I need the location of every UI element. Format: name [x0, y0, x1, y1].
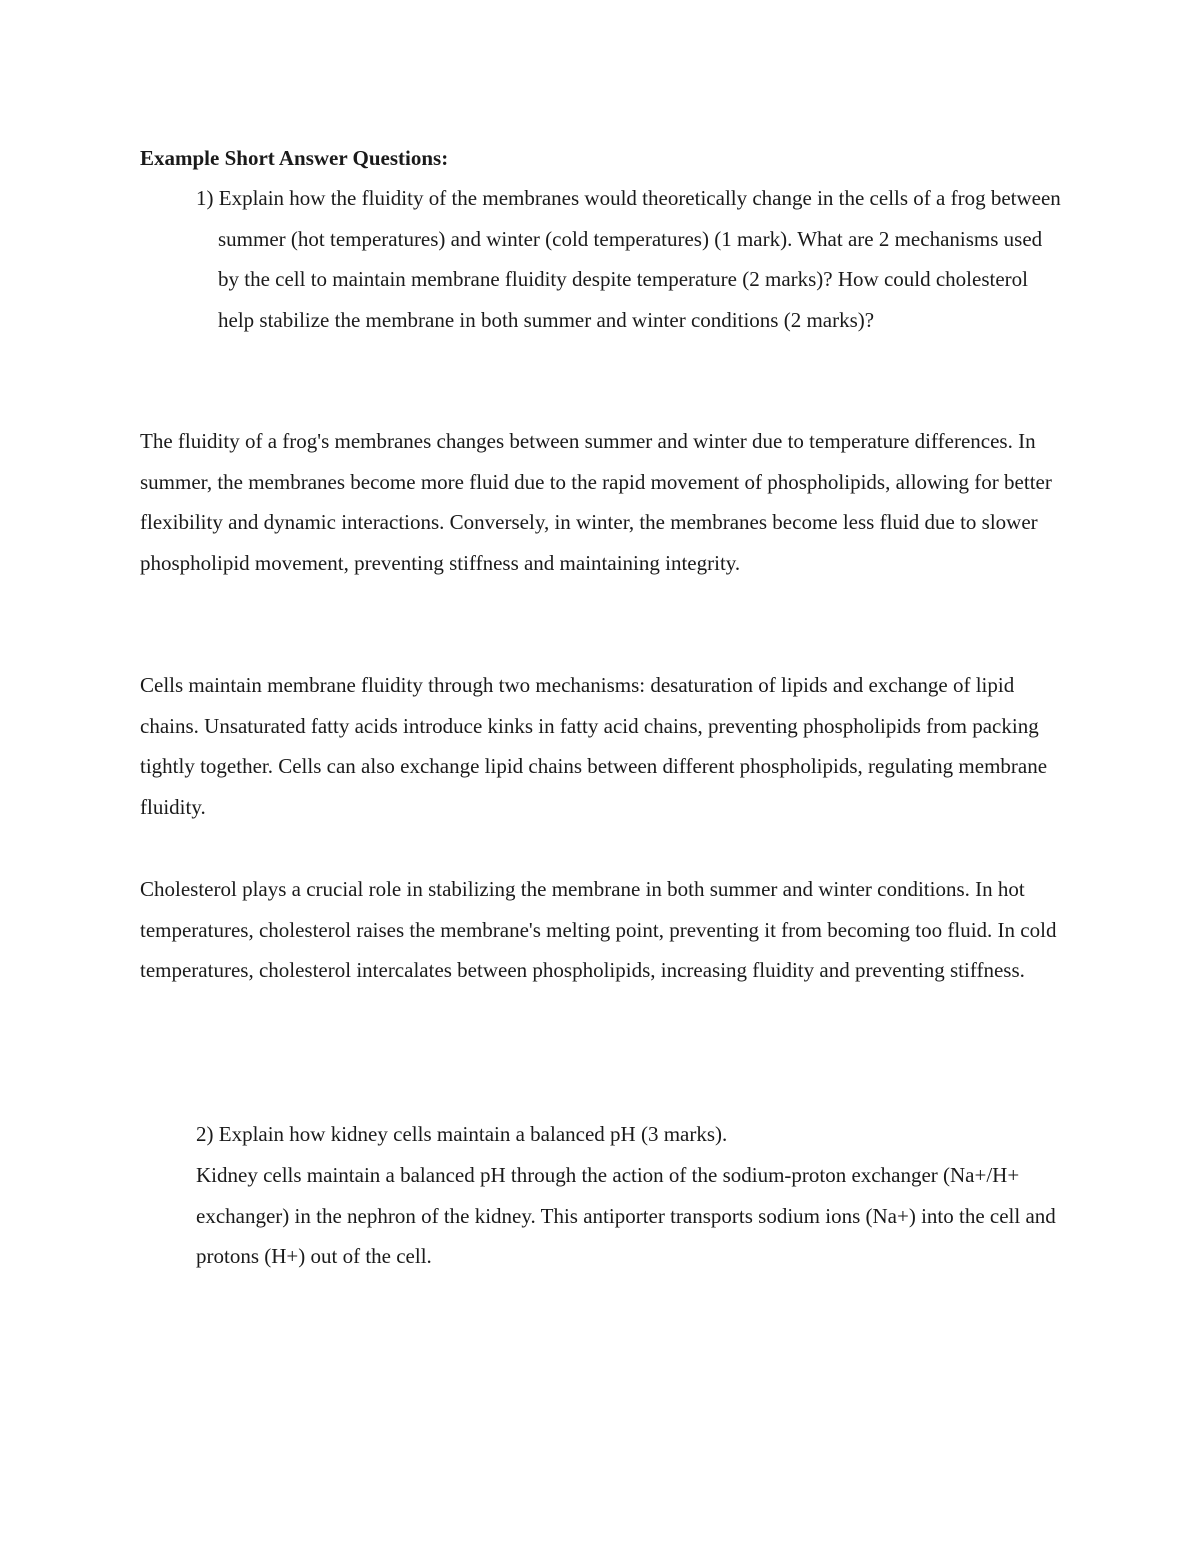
answer-1-paragraph-cholesterol: Cholesterol plays a crucial role in stabilizing the membrane in both summer and winter conditions. In hot temperatures, cholesterol raises the membrane's melting point, preventing it from becoming too fluid. In cold temperatures, cholesterol intercalates between phospholipids, increasing fluidity and preventing stiffness.	[140, 877, 1057, 983]
answer-1-paragraph-fluidity: The fluidity of a frog's membranes changes between summer and winter due to temperature differences. In summer, the membranes become more fluid due to the rapid movement of phospholipids, allowing for better flexibility and dynamic interactions. Conversely, in winter, the membranes become less fluid due to slower phospholipid movement, preventing stiffness and maintaining integrity.	[140, 429, 1052, 576]
question-1: 1) Explain how the fluidity of the membranes would theoretically change in the cells of a frog between summer (hot temperatures) and winter (cold temperatures) (1 mark). What are 2 mechanisms used by the cell to maintain membrane fluidity despite temperature (2 marks)? How could cholesterol help stabilize the membrane in both summer and winter conditions (2 marks)?	[196, 186, 1061, 333]
answer-1-paragraph-mechanisms: Cells maintain membrane fluidity through two mechanisms: desaturation of lipids and exchange of lipid chains. Unsaturated fatty acids introduce kinks in fatty acid chains, preventing phospholipids from packing tightly together. Cells can also exchange lipid chains between different phospholipids, regulating membrane fluidity.	[140, 673, 1048, 820]
answer-2: Kidney cells maintain a balanced pH through the action of the sodium-proton exchanger (Na+/H+ exchanger) in the nephron of the kidney. This antiporter transports sodium ions (Na+) into the cell and protons (H+) out of the cell.	[196, 1163, 1056, 1269]
section-heading: Example Short Answer Questions:	[140, 146, 449, 170]
question-2: 2) Explain how kidney cells maintain a balanced pH (3 marks).	[196, 1122, 728, 1146]
